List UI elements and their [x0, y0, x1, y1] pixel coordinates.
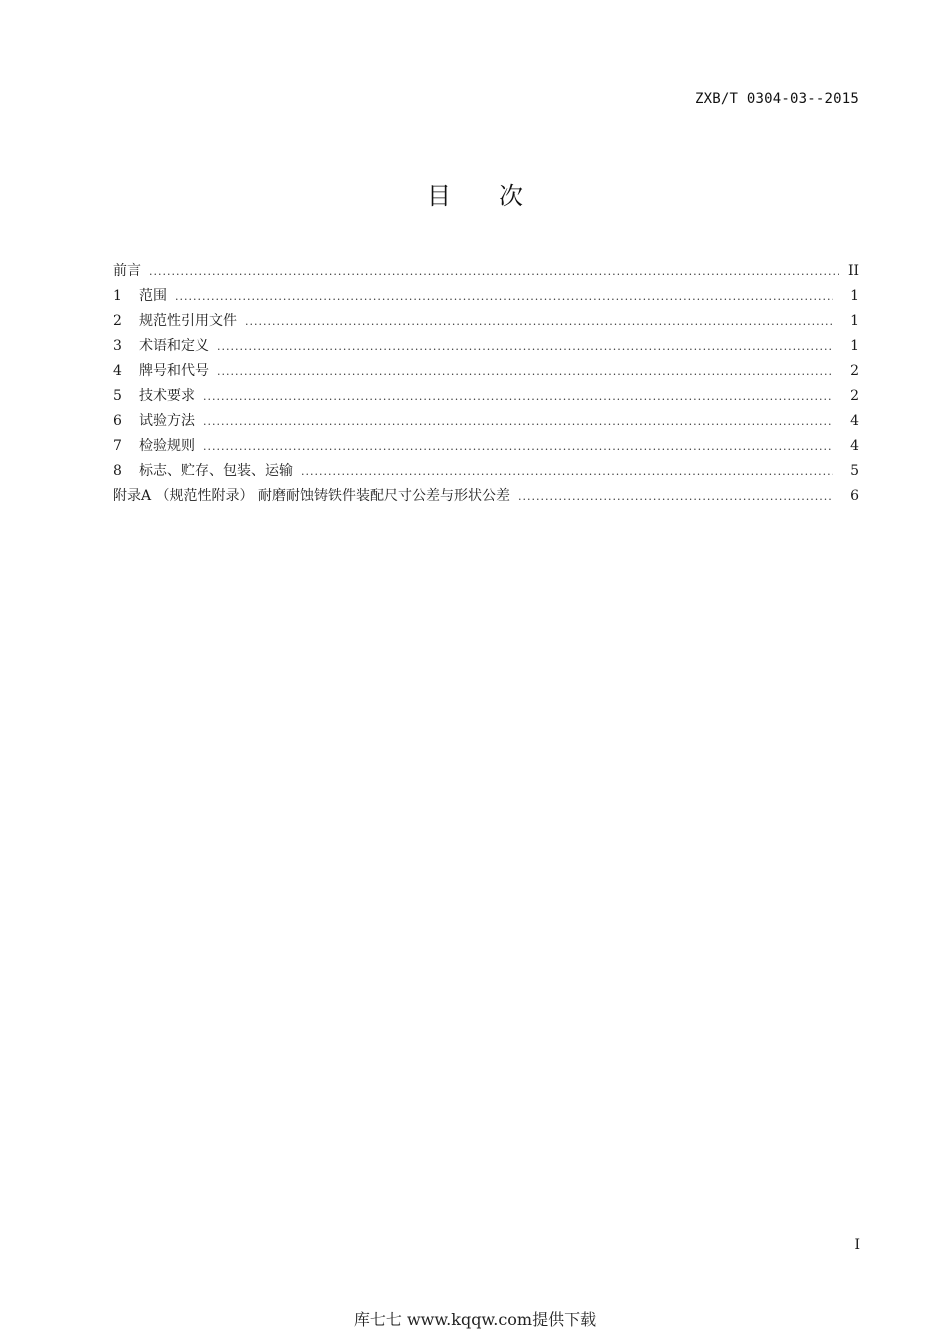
toc-entry-label: 前言	[113, 263, 141, 279]
toc-entry[interactable]	[113, 284, 859, 309]
download-watermark: 库七七 www.kqqw.com提供下载	[353, 1310, 597, 1329]
toc-entry-number: 6	[113, 413, 122, 429]
toc-entry[interactable]	[113, 384, 859, 409]
toc-entry-page: 1	[850, 313, 859, 329]
toc-entry-number: 7	[113, 438, 122, 454]
title-char-left: 目	[427, 182, 451, 210]
toc-entry-label: 牌号和代号	[139, 363, 209, 379]
table-of-contents	[113, 259, 859, 509]
standard-code: ZXB/T 0304-03--2015	[695, 91, 859, 107]
toc-entry-number: 5	[113, 388, 122, 404]
toc-entry-label: 附录A （规范性附录） 耐磨耐蚀铸铁件装配尺寸公差与形状公差	[113, 488, 511, 504]
title-char-right: 次	[499, 182, 523, 210]
toc-entry[interactable]	[113, 334, 859, 359]
toc-entry-label: 标志、贮存、包装、运输	[139, 463, 293, 479]
toc-entry-page: 2	[850, 388, 859, 404]
toc-entry-page: 6	[850, 488, 859, 504]
toc-entry[interactable]	[113, 459, 859, 484]
toc-entry-page: 1	[850, 288, 859, 304]
toc-entry-label: 试验方法	[139, 413, 195, 429]
toc-leader-dots	[203, 409, 833, 434]
toc-entry[interactable]	[113, 484, 859, 509]
toc-leader-dots	[301, 459, 833, 484]
toc-entry-page: 4	[850, 438, 859, 454]
toc-entry-number: 3	[113, 338, 122, 354]
toc-entry[interactable]	[113, 259, 859, 284]
toc-entry-label: 技术要求	[139, 388, 195, 404]
toc-leader-dots	[175, 284, 833, 309]
toc-entry-page: 2	[850, 363, 859, 379]
toc-leader-dots	[149, 259, 839, 284]
toc-entry-number: 2	[113, 313, 122, 329]
toc-entry-page: II	[847, 263, 859, 279]
toc-leader-dots	[203, 384, 833, 409]
toc-entry-page: 1	[850, 338, 859, 354]
toc-entry[interactable]	[113, 409, 859, 434]
toc-entry-number: 1	[113, 288, 122, 304]
toc-entry[interactable]	[113, 359, 859, 384]
toc-entry-label: 范围	[139, 288, 167, 304]
toc-entry-page: 4	[850, 413, 859, 429]
toc-entry-page: 5	[850, 463, 859, 479]
toc-entry[interactable]	[113, 434, 859, 459]
toc-leader-dots	[217, 359, 833, 384]
toc-entry-number: 8	[113, 463, 122, 479]
toc-entry[interactable]	[113, 309, 859, 334]
toc-leader-dots	[518, 484, 833, 509]
page-number: I	[854, 1237, 860, 1253]
toc-entry-number: 4	[113, 363, 122, 379]
toc-leader-dots	[245, 309, 833, 334]
toc-leader-dots	[217, 334, 833, 359]
page-title	[0, 176, 950, 211]
toc-entry-label: 术语和定义	[139, 338, 209, 354]
toc-entry-label: 检验规则	[139, 438, 195, 454]
toc-entry-label: 规范性引用文件	[139, 313, 237, 329]
toc-leader-dots	[203, 434, 833, 459]
